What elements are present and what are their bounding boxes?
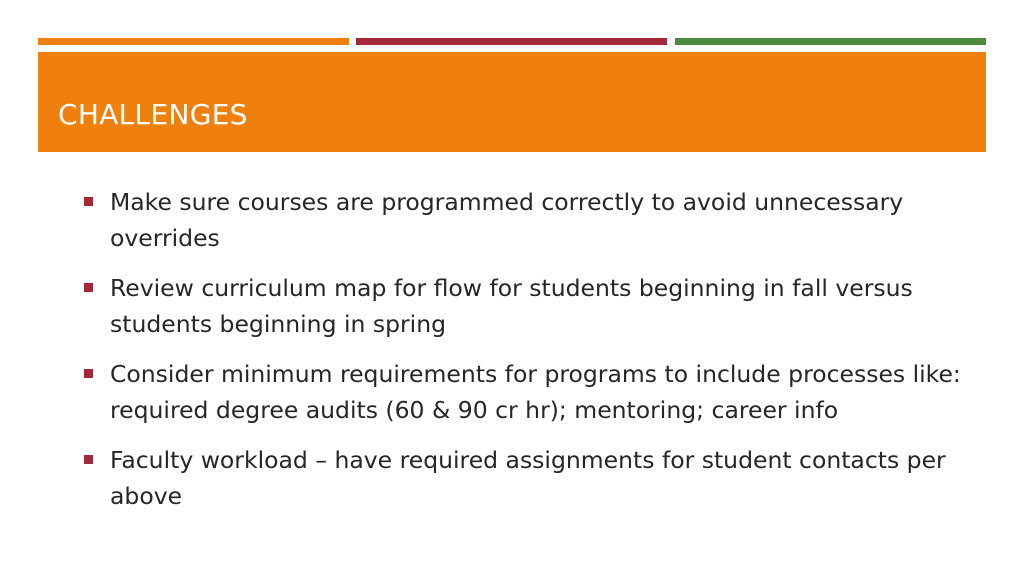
- bullet-text: Review curriculum map for flow for students beginning in fall versus students beginning in spring: [110, 274, 913, 338]
- slide-title: CHALLENGES: [58, 98, 248, 131]
- title-band: [38, 52, 986, 152]
- bullet-text: Faculty workload – have required assignments for student contacts per above: [110, 446, 946, 510]
- accent-bar-orange: [38, 38, 349, 45]
- square-bullet-icon: [84, 283, 93, 292]
- square-bullet-icon: [84, 369, 93, 378]
- bullet-text: Consider minimum requirements for programs to include processes like: required degree audits (60 & 90 cr hr); mentoring; career info: [110, 360, 961, 424]
- accent-bar-red: [356, 38, 667, 45]
- square-bullet-icon: [84, 197, 93, 206]
- bullet-list: [84, 184, 984, 528]
- accent-bar-green: [675, 38, 986, 45]
- bullet-item: [84, 442, 984, 514]
- square-bullet-icon: [84, 455, 93, 464]
- bullet-item: [84, 270, 984, 342]
- bullet-item: [84, 356, 984, 428]
- bullet-item: [84, 184, 984, 256]
- bullet-text: Make sure courses are programmed correctly to avoid unnecessary overrides: [110, 188, 904, 252]
